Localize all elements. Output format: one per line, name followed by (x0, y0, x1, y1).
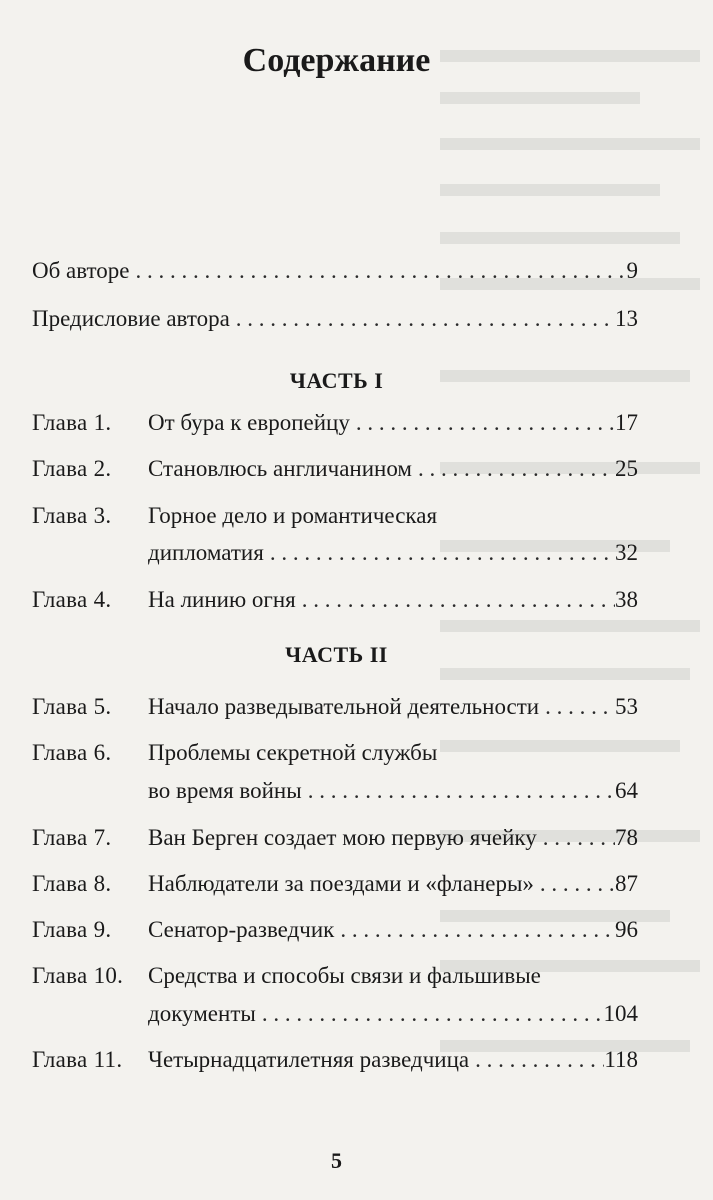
page-number: 5 (331, 1148, 342, 1173)
toc-entry-chapter-7[interactable] (148, 825, 638, 859)
toc-entry-about-author[interactable] (32, 258, 638, 292)
toc-entry-chapter-6-line-1[interactable] (148, 740, 638, 774)
entry-page: 78 (615, 825, 638, 850)
entry-label: Четырнадцатилетняя разведчица (148, 1047, 470, 1072)
entry-label: Проблемы секретной службы (148, 740, 438, 765)
entry-page: 64 (615, 778, 638, 803)
chapter-number: Глава 8. (32, 871, 112, 896)
entry-page: 104 (603, 1001, 638, 1026)
toc-entry-chapter-3[interactable] (148, 540, 638, 574)
chapter-number: Глава 2. (32, 456, 112, 481)
entry-label: Начало разведывательной деятельности (148, 694, 540, 719)
chapter-number: Глава 7. (32, 825, 112, 850)
entry-label: документы (148, 1001, 256, 1026)
toc-entry-chapter-11[interactable] (148, 1047, 638, 1081)
part-heading-1: ЧАСТЬ I (289, 368, 384, 393)
entry-page: 13 (615, 306, 638, 331)
toc-entry-chapter-10-line-1[interactable] (148, 963, 638, 997)
entry-label: дипломатия (148, 540, 264, 565)
entry-label: Становлюсь англичанином (148, 456, 412, 481)
entry-page: 9 (626, 258, 638, 283)
entry-label: Горное дело и романтическая (148, 503, 438, 528)
leader-dots (236, 306, 615, 332)
entry-page: 53 (615, 694, 638, 719)
entry-page: 25 (615, 456, 638, 481)
leader-dots (356, 410, 615, 436)
entry-page: 118 (604, 1047, 638, 1072)
toc-entry-foreword[interactable] (32, 306, 638, 340)
entry-page: 17 (615, 410, 638, 435)
chapter-number: Глава 4. (32, 587, 112, 612)
toc-entry-chapter-9[interactable] (148, 917, 638, 951)
page-title: Содержание (242, 42, 431, 79)
chapter-number: Глава 9. (32, 917, 112, 942)
chapter-number: Глава 5. (32, 694, 112, 719)
leader-dots (545, 694, 615, 720)
leader-dots (308, 778, 615, 804)
chapter-number: Глава 6. (32, 740, 112, 765)
entry-label: Предисловие автора (32, 306, 230, 331)
chapter-number: Глава 3. (32, 503, 112, 528)
entry-page: 87 (615, 871, 638, 896)
toc-entry-chapter-8[interactable] (148, 871, 638, 905)
leader-dots (543, 825, 615, 851)
entry-label: Сенатор-разведчик (148, 917, 335, 942)
chapter-number: Глава 11. (32, 1047, 123, 1072)
entry-label: Наблюдатели за поездами и «фланеры» (148, 871, 534, 896)
leader-dots (302, 587, 615, 613)
toc-entry-chapter-6[interactable] (148, 778, 638, 812)
leader-dots (475, 1047, 604, 1073)
leader-dots (340, 917, 615, 943)
entry-page: 32 (615, 540, 638, 565)
chapter-number: Глава 1. (32, 410, 112, 435)
entry-label: От бура к европейцу (148, 410, 350, 435)
toc-entry-chapter-5[interactable] (148, 694, 638, 728)
leader-dots (418, 456, 615, 482)
entry-label: Об авторе (32, 258, 130, 283)
toc-entry-chapter-1[interactable] (148, 410, 638, 444)
toc-entry-chapter-10[interactable] (148, 1001, 638, 1035)
part-heading-2: ЧАСТЬ II (285, 642, 388, 667)
leader-dots (262, 1001, 604, 1027)
entry-label: На линию огня (148, 587, 296, 612)
entry-page: 38 (615, 587, 638, 612)
toc-entry-chapter-2[interactable] (148, 456, 638, 490)
toc-entry-chapter-3-line-1[interactable] (148, 503, 638, 537)
entry-page: 96 (615, 917, 638, 942)
chapter-number: Глава 10. (32, 963, 124, 988)
entry-label: Ван Берген создает мою первую ячейку (148, 825, 537, 850)
entry-label: во время войны (148, 778, 302, 803)
leader-dots (270, 540, 615, 566)
leader-dots (540, 871, 615, 897)
toc-entry-chapter-4[interactable] (148, 587, 638, 621)
leader-dots (136, 258, 627, 284)
entry-label: Средства и способы связи и фальшивые (148, 963, 541, 988)
